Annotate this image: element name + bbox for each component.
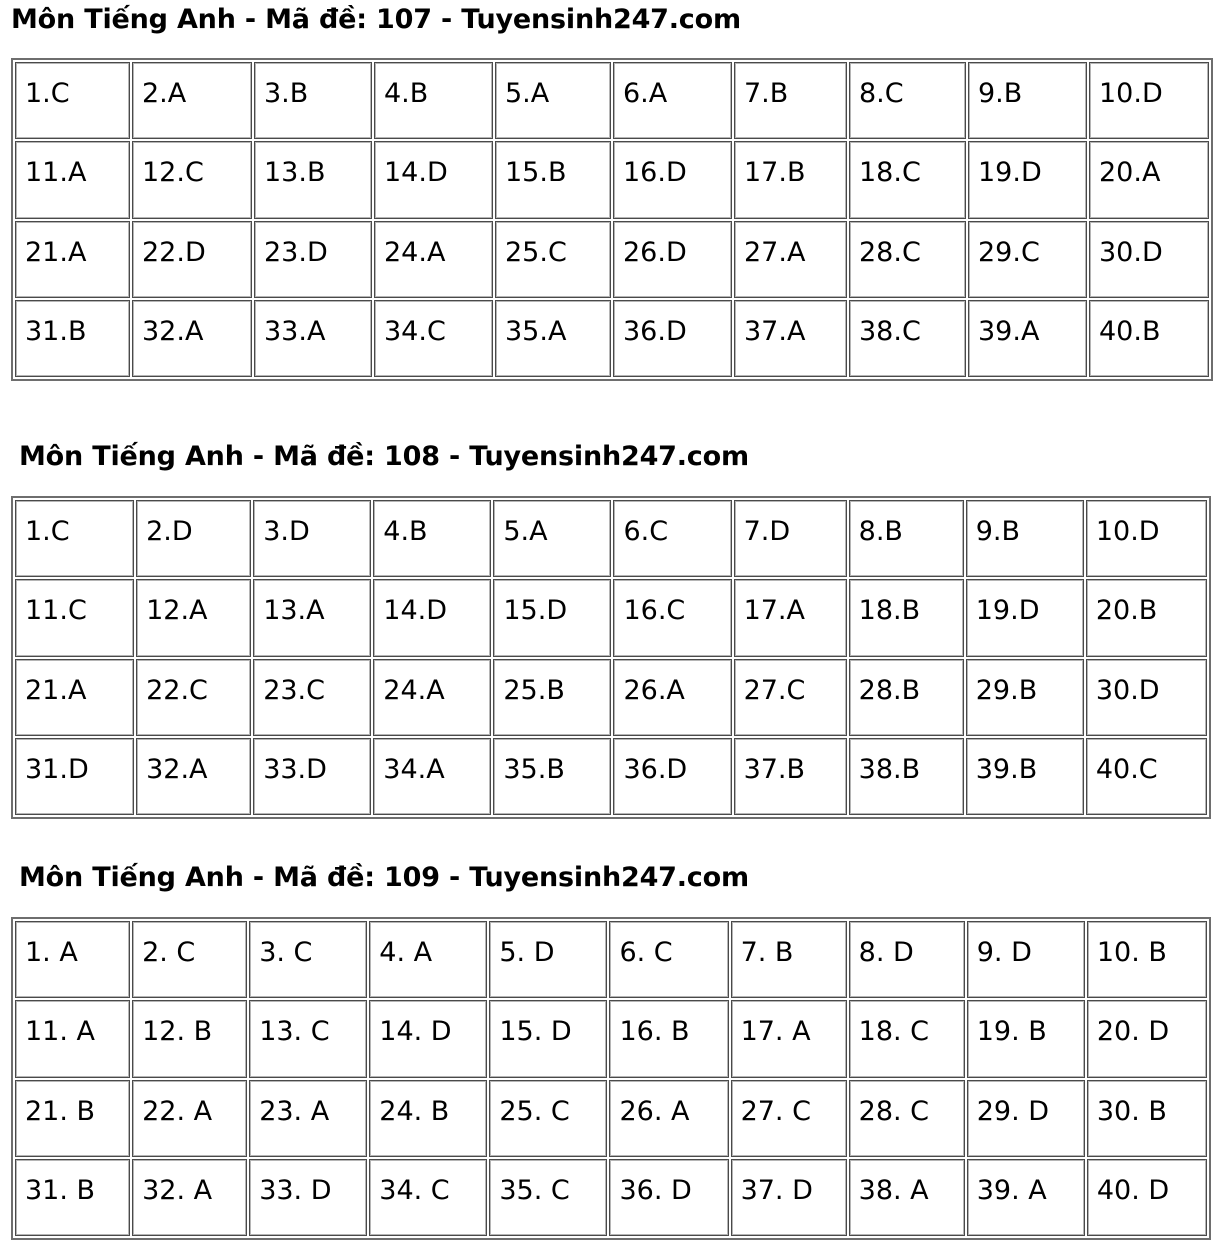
answer-table — [11, 58, 1213, 381]
answer-cell: 35.A — [495, 300, 611, 377]
answer-cell: 19.D — [966, 579, 1084, 656]
table-row — [15, 1000, 1207, 1077]
table-row — [15, 738, 1207, 815]
answer-cell: 7.D — [734, 500, 847, 577]
answer-cell: 9. D — [967, 921, 1085, 998]
answer-cell: 30.D — [1089, 221, 1209, 298]
answer-cell: 14.D — [373, 579, 491, 656]
answer-cell: 20.A — [1089, 141, 1209, 218]
answer-cell: 30. B — [1087, 1080, 1207, 1157]
answer-cell: 23.C — [253, 659, 371, 736]
table-row — [15, 921, 1207, 998]
answer-cell: 16.D — [613, 141, 732, 218]
answer-cell: 30.D — [1086, 659, 1207, 736]
answer-cell: 23. A — [249, 1080, 367, 1157]
answer-cell: 25.C — [495, 221, 611, 298]
answer-cell: 3.B — [254, 62, 372, 139]
answer-cell: 21.A — [15, 659, 134, 736]
answer-cell: 18. C — [849, 1000, 965, 1077]
answer-cell: 1.C — [15, 500, 134, 577]
answer-cell: 37.B — [734, 738, 847, 815]
answer-cell: 1.C — [15, 62, 130, 139]
answer-cell: 20. D — [1087, 1000, 1207, 1077]
answer-cell: 33. D — [249, 1159, 367, 1236]
answer-cell: 2.D — [136, 500, 251, 577]
answer-cell: 8.C — [849, 62, 966, 139]
table-row — [15, 221, 1209, 298]
answer-cell: 38. A — [849, 1159, 965, 1236]
answer-cell: 20.B — [1086, 579, 1207, 656]
answer-cell: 12.A — [136, 579, 251, 656]
answer-cell: 36.D — [613, 738, 731, 815]
answer-cell: 6.C — [613, 500, 731, 577]
section-title: Môn Tiếng Anh - Mã đề: 107 - Tuyensinh247.com — [11, 4, 741, 35]
answer-cell: 8.B — [849, 500, 964, 577]
table-row — [15, 579, 1207, 656]
answer-cell: 39. A — [967, 1159, 1085, 1236]
answer-cell: 24. B — [369, 1080, 487, 1157]
answer-cell: 8. D — [849, 921, 965, 998]
answer-cell: 34. C — [369, 1159, 487, 1236]
answer-cell: 26.A — [613, 659, 731, 736]
answer-cell: 26. A — [609, 1080, 728, 1157]
answer-cell: 26.D — [613, 221, 732, 298]
answer-cell: 37.A — [734, 300, 847, 377]
answer-cell: 21.A — [15, 221, 130, 298]
answer-cell: 39.A — [968, 300, 1087, 377]
answer-cell: 40.B — [1089, 300, 1209, 377]
answer-cell: 36.D — [613, 300, 732, 377]
answer-cell: 2. C — [132, 921, 247, 998]
answer-cell: 15.D — [493, 579, 611, 656]
table-row — [15, 1159, 1207, 1236]
answer-cell: 13.B — [254, 141, 372, 218]
answer-cell: 32. A — [132, 1159, 247, 1236]
answer-cell: 33.A — [254, 300, 372, 377]
answer-cell: 19. B — [967, 1000, 1085, 1077]
answer-cell: 24.A — [373, 659, 491, 736]
answer-cell: 40.C — [1086, 738, 1207, 815]
answer-cell: 5.A — [495, 62, 611, 139]
answer-cell: 10.D — [1086, 500, 1207, 577]
answer-cell: 29.B — [966, 659, 1084, 736]
answer-cell: 11.C — [15, 579, 134, 656]
answer-cell: 7. B — [731, 921, 847, 998]
answer-cell: 4.B — [373, 500, 491, 577]
answer-cell: 28. C — [849, 1080, 965, 1157]
answer-cell: 34.A — [373, 738, 491, 815]
table-row — [15, 500, 1207, 577]
table-row — [15, 62, 1209, 139]
answer-cell: 16.C — [613, 579, 731, 656]
answer-cell: 13. C — [249, 1000, 367, 1077]
table-row — [15, 141, 1209, 218]
answer-cell: 29. D — [967, 1080, 1085, 1157]
answer-cell: 15.B — [495, 141, 611, 218]
answer-cell: 28.C — [849, 221, 966, 298]
answer-cell: 11.A — [15, 141, 130, 218]
answer-cell: 25.B — [493, 659, 611, 736]
answer-cell: 27.C — [734, 659, 847, 736]
answer-cell: 31.D — [15, 738, 134, 815]
answer-cell: 5. D — [489, 921, 607, 998]
answer-cell: 17.A — [734, 579, 847, 656]
answer-cell: 23.D — [254, 221, 372, 298]
answer-cell: 35.B — [493, 738, 611, 815]
answer-cell: 22.D — [132, 221, 252, 298]
answer-cell: 19.D — [968, 141, 1087, 218]
table-row — [15, 300, 1209, 377]
answer-cell: 32.A — [136, 738, 251, 815]
section-title: Môn Tiếng Anh - Mã đề: 108 - Tuyensinh247.com — [19, 441, 749, 472]
answer-cell: 14.D — [374, 141, 493, 218]
answer-cell: 6. C — [609, 921, 728, 998]
answer-cell: 1. A — [15, 921, 130, 998]
answer-cell: 37. D — [731, 1159, 847, 1236]
answer-cell: 33.D — [253, 738, 371, 815]
answer-cell: 9.B — [966, 500, 1084, 577]
answer-cell: 7.B — [734, 62, 847, 139]
answer-cell: 25. C — [489, 1080, 607, 1157]
answer-cell: 32.A — [132, 300, 252, 377]
answer-cell: 34.C — [374, 300, 493, 377]
section-title: Môn Tiếng Anh - Mã đề: 109 - Tuyensinh247.com — [19, 862, 749, 893]
answer-cell: 17.B — [734, 141, 847, 218]
answer-cell: 27.A — [734, 221, 847, 298]
answer-cell: 36. D — [609, 1159, 728, 1236]
answer-cell: 31.B — [15, 300, 130, 377]
answer-cell: 13.A — [253, 579, 371, 656]
answer-cell: 24.A — [374, 221, 493, 298]
answer-cell: 10.D — [1089, 62, 1209, 139]
answer-cell: 18.C — [849, 141, 966, 218]
answer-cell: 22. A — [132, 1080, 247, 1157]
answer-cell: 15. D — [489, 1000, 607, 1077]
answer-cell: 28.B — [849, 659, 964, 736]
table-row — [15, 1080, 1207, 1157]
answer-cell: 16. B — [609, 1000, 728, 1077]
answer-cell: 11. A — [15, 1000, 130, 1077]
answer-cell: 4. A — [369, 921, 487, 998]
answer-table — [11, 496, 1211, 819]
answer-cell: 31. B — [15, 1159, 130, 1236]
answer-cell: 17. A — [731, 1000, 847, 1077]
answer-cell: 10. B — [1087, 921, 1207, 998]
answer-cell: 3. C — [249, 921, 367, 998]
answer-cell: 40. D — [1087, 1159, 1207, 1236]
answer-cell: 6.A — [613, 62, 732, 139]
answer-cell: 3.D — [253, 500, 371, 577]
answer-cell: 35. C — [489, 1159, 607, 1236]
answer-cell: 38.C — [849, 300, 966, 377]
answer-table — [11, 917, 1211, 1240]
answer-cell: 22.C — [136, 659, 251, 736]
answer-cell: 9.B — [968, 62, 1087, 139]
answer-cell: 18.B — [849, 579, 964, 656]
answer-cell: 29.C — [968, 221, 1087, 298]
answer-cell: 12.C — [132, 141, 252, 218]
answer-cell: 27. C — [731, 1080, 847, 1157]
answer-cell: 2.A — [132, 62, 252, 139]
answer-cell: 14. D — [369, 1000, 487, 1077]
answer-cell: 38.B — [849, 738, 964, 815]
answer-cell: 12. B — [132, 1000, 247, 1077]
answer-cell: 39.B — [966, 738, 1084, 815]
answer-cell: 4.B — [374, 62, 493, 139]
table-row — [15, 659, 1207, 736]
answer-cell: 5.A — [493, 500, 611, 577]
answer-cell: 21. B — [15, 1080, 130, 1157]
